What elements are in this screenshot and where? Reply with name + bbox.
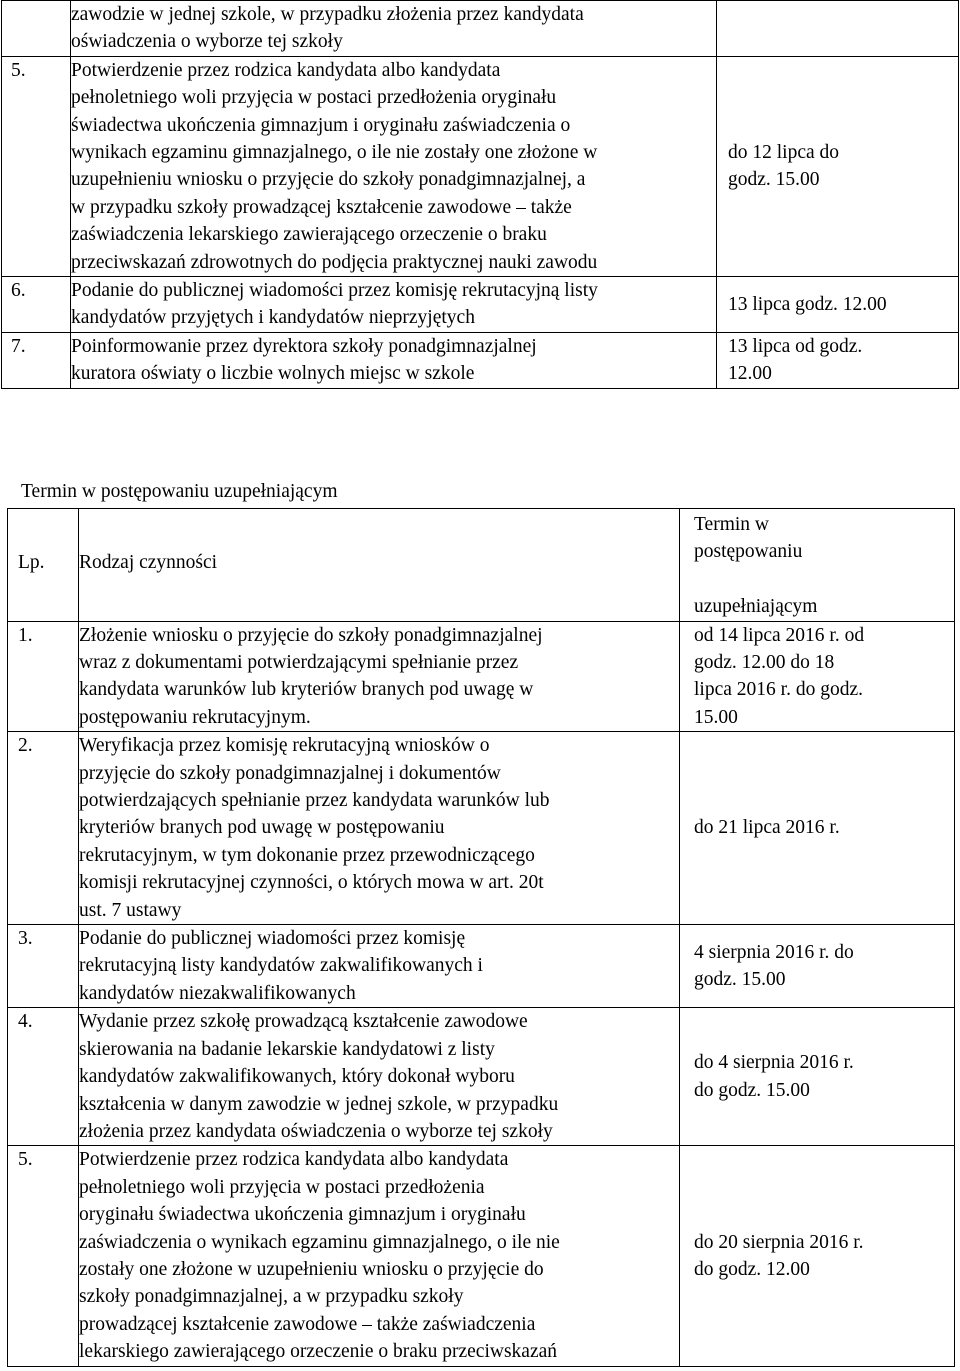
table-row <box>2 1 959 57</box>
header-lp: Lp. <box>8 509 79 622</box>
header-date-line <box>694 566 954 593</box>
activity-line: Poinformowanie przez dyrektora szkoły ponadgimnazjalnej <box>71 335 537 357</box>
date-line: do 21 lipca 2016 r. <box>694 817 840 839</box>
table-header-row <box>8 509 955 622</box>
row-date <box>680 732 955 925</box>
activity-line: pełnoletniego woli przyjęcia w postaci przedłożenia oryginału <box>71 87 557 109</box>
activity-line: rekrutacyjnym, w tym dokonanie przez przewodniczącego <box>79 844 535 866</box>
row-date <box>717 56 959 276</box>
activity-line: kandydata warunków lub kryteriów branych pod uwagę w <box>79 679 534 701</box>
row-number: 6. <box>2 277 71 333</box>
section-heading: Termin w postępowaniu uzupełniającym <box>21 481 338 502</box>
row-activity <box>71 1 717 57</box>
activity-line: rekrutacyjną listy kandydatów zakwalifikowanych i <box>79 955 483 977</box>
date-line: do godz. 12.00 <box>694 1258 810 1280</box>
activity-line: postępowaniu rekrutacyjnym. <box>79 706 311 728</box>
row-number: 2. <box>8 732 79 925</box>
date-line: lipca 2016 r. do godz. <box>694 679 863 701</box>
table-row <box>8 1008 955 1146</box>
row-activity <box>71 332 717 388</box>
table-row <box>2 56 959 276</box>
table-row <box>8 621 955 732</box>
header-activity: Rodzaj czynności <box>79 509 680 622</box>
date-line: do 20 sierpnia 2016 r. <box>694 1231 864 1253</box>
activity-line: skierowania na badanie lekarskie kandydatowi z listy <box>79 1038 495 1060</box>
activity-line: oświadczenia o wyborze tej szkoły <box>71 31 343 53</box>
row-activity <box>79 925 680 1008</box>
activity-line: kuratora oświaty o liczbie wolnych miejsc w szkole <box>71 363 475 385</box>
activity-line: kryteriów branych pod uwagę w postępowaniu <box>79 817 445 839</box>
activity-line: zostały one złożone w uzupełnieniu wniosku o przyjęcie do <box>79 1258 544 1280</box>
activity-line: Potwierdzenie przez rodzica kandydata albo kandydata <box>79 1149 509 1171</box>
date-line: 13 lipca godz. 12.00 <box>728 293 887 315</box>
activity-line: wraz z dokumentami potwierdzającymi spełnianie przez <box>79 652 519 674</box>
activity-line: złożenia przez kandydata oświadczenia o wyborze tej szkoły <box>79 1120 553 1142</box>
row-activity <box>71 277 717 333</box>
activity-line: oryginału świadectwa ukończenia gimnazjum i oryginału <box>79 1204 526 1226</box>
date-line: do godz. 15.00 <box>694 1079 810 1101</box>
date-line: do 4 sierpnia 2016 r. <box>694 1052 854 1074</box>
row-activity <box>79 621 680 732</box>
row-number: 4. <box>8 1008 79 1146</box>
row-activity <box>79 1146 680 1366</box>
activity-line: kształcenia w danym zawodzie w jednej szkole, w przypadku <box>79 1093 559 1115</box>
schedule-table-main <box>1 0 959 389</box>
activity-line: Podanie do publicznej wiadomości przez komisję <box>79 928 466 950</box>
header-date <box>680 509 955 622</box>
activity-line: lekarskiego zawierającego orzeczenie o braku przeciwskazań <box>79 1341 558 1363</box>
date-line: do 12 lipca do <box>728 142 840 164</box>
activity-line: uzupełnieniu wniosku o przyjęcie do szkoły ponadgimnazjalnej, a <box>71 169 586 191</box>
activity-line: zaświadczenia o wynikach egzaminu gimnazjalnego, o ile nie <box>79 1231 560 1253</box>
date-line: 15.00 <box>694 706 738 728</box>
row-date <box>717 277 959 333</box>
activity-line: ust. 7 ustawy <box>79 899 182 921</box>
activity-line: zaświadczenia lekarskiego zawierającego orzeczenie o braku <box>71 224 547 246</box>
table-row <box>8 925 955 1008</box>
row-number: 5. <box>2 56 71 276</box>
row-number: 1. <box>8 621 79 732</box>
row-activity <box>71 56 717 276</box>
row-activity <box>79 732 680 925</box>
row-number: 7. <box>2 332 71 388</box>
activity-line: Potwierdzenie przez rodzica kandydata albo kandydata <box>71 59 501 81</box>
row-date <box>680 621 955 732</box>
activity-line: przeciwskazań zdrowotnych do podjęcia praktycznej nauki zawodu <box>71 251 598 273</box>
activity-line: kandydatów niezakwalifikowanych <box>79 982 356 1004</box>
date-line: 13 lipca od godz. <box>728 335 863 357</box>
row-activity <box>79 1008 680 1146</box>
activity-line: komisji rekrutacyjnej czynności, o których mowa w art. 20t <box>79 872 544 894</box>
row-number: 3. <box>8 925 79 1008</box>
header-date-line: uzupełniającym <box>694 596 818 618</box>
activity-line: w przypadku szkoły prowadzącej kształcenie zawodowe – także <box>71 196 572 218</box>
activity-line: prowadzącej kształcenie zawodowe – także zaświadczenia <box>79 1313 536 1335</box>
table-row <box>2 277 959 333</box>
activity-line: zawodzie w jednej szkole, w przypadku złożenia przez kandydata <box>71 4 584 25</box>
activity-line: Złożenie wniosku o przyjęcie do szkoły ponadgimnazjalnej <box>79 624 543 646</box>
row-date <box>680 1146 955 1366</box>
table-row <box>2 332 959 388</box>
row-number <box>2 1 71 57</box>
activity-line: kandydatów przyjętych i kandydatów nieprzyjętych <box>71 307 475 329</box>
activity-line: kandydatów zakwalifikowanych, który dokonał wyboru <box>79 1066 515 1088</box>
row-date <box>717 1 959 57</box>
date-line: od 14 lipca 2016 r. od <box>694 624 865 646</box>
row-date <box>680 925 955 1008</box>
activity-line: Wydanie przez szkołę prowadzącą kształcenie zawodowe <box>79 1011 528 1033</box>
activity-line: wynikach egzaminu gimnazjalnego, o ile nie zostały one złożone w <box>71 142 598 164</box>
header-date-line: Termin w <box>694 514 769 535</box>
table-row <box>8 1146 955 1366</box>
activity-line: przyjęcie do szkoły ponadgimnazjalnej i dokumentów <box>79 762 501 784</box>
row-date <box>680 1008 955 1146</box>
row-date <box>717 332 959 388</box>
date-line: godz. 12.00 do 18 <box>694 652 835 674</box>
activity-line: potwierdzających spełnianie przez kandydata warunków lub <box>79 790 550 812</box>
activity-line: pełnoletniego woli przyjęcia w postaci przedłożenia <box>79 1176 485 1198</box>
activity-line: Podanie do publicznej wiadomości przez komisję rekrutacyjną listy <box>71 280 598 302</box>
date-line: godz. 15.00 <box>728 169 820 191</box>
date-line: 4 sierpnia 2016 r. do <box>694 941 854 963</box>
row-number: 5. <box>8 1146 79 1366</box>
date-line: godz. 15.00 <box>694 969 786 991</box>
date-line: 12.00 <box>728 363 772 385</box>
activity-line: szkoły ponadgimnazjalnej, a w przypadku szkoły <box>79 1286 464 1308</box>
header-date-line: postępowaniu <box>694 541 803 563</box>
activity-line: świadectwa ukończenia gimnazjum i oryginału zaświadczenia o <box>71 114 571 136</box>
activity-line: Weryfikacja przez komisję rekrutacyjną wniosków o <box>79 735 490 757</box>
table-row <box>8 732 955 925</box>
schedule-table-supplementary <box>7 508 955 1367</box>
